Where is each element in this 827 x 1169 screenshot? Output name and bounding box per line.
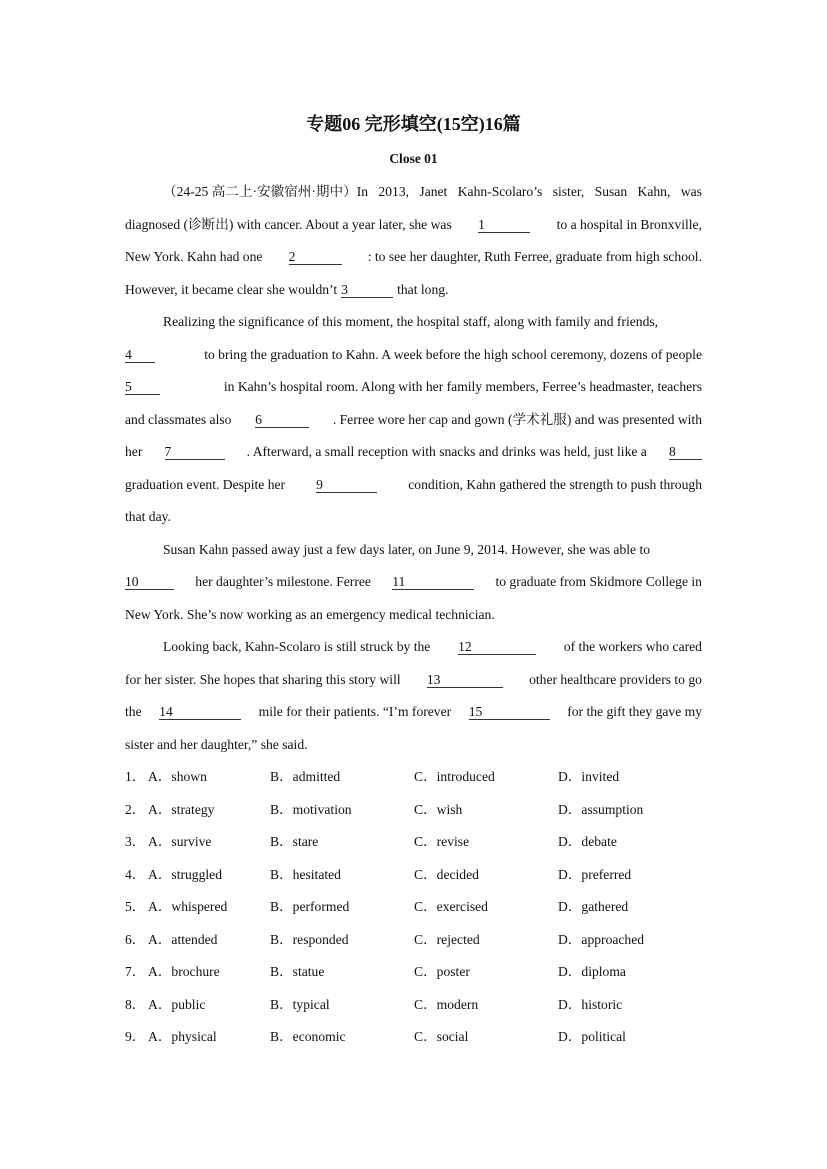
option-b: B．economic	[270, 1029, 346, 1044]
passage-text: was	[680, 184, 702, 199]
option-b: B．responded	[270, 931, 349, 947]
question-number: 7．	[125, 964, 146, 979]
passage-line	[125, 668, 702, 701]
option-d: D．assumption	[558, 801, 644, 817]
passage-text: in Kahn’s hospital room. Along with her family members, Ferree’s headmaster, teachers	[223, 379, 702, 394]
passage-text: 2013,	[378, 184, 410, 199]
option-a: A．brochure	[148, 964, 220, 979]
option-d: D．gathered	[558, 899, 629, 914]
option-a: A．public	[148, 996, 206, 1012]
option-a: A．whispered	[148, 899, 228, 914]
option-row	[125, 993, 702, 1026]
option-d: D．historic	[558, 996, 623, 1012]
passage-line	[125, 505, 702, 538]
blank-6: 6	[255, 412, 309, 428]
passage-line	[125, 310, 702, 343]
passage-line	[125, 343, 702, 376]
option-c: C．rejected	[414, 931, 480, 947]
question-number: 1．	[125, 769, 146, 784]
option-row	[125, 830, 702, 863]
option-b: B．statue	[270, 964, 325, 979]
option-d: D．preferred	[558, 866, 632, 882]
option-a: A．physical	[148, 1029, 217, 1044]
passage-text: Realizing the significance of this moment, the hospital staff, along with family and friends,	[163, 314, 659, 329]
option-c: C．modern	[414, 996, 479, 1012]
passage-text: Janet	[419, 184, 448, 199]
option-a: A．attended	[148, 931, 218, 947]
passage-line	[125, 538, 702, 571]
passage-text: to graduate from Skidmore College in	[495, 574, 702, 589]
passage-line	[125, 213, 702, 246]
passage-text: . Afterward, a small reception with snacks and drinks was held, just like a	[246, 444, 647, 459]
passage-text: However, it became clear she wouldn’t	[125, 281, 338, 297]
option-b: B．admitted	[270, 769, 341, 784]
blank-13: 13	[427, 672, 503, 688]
option-b: B．motivation	[270, 801, 352, 817]
passage-text: Kahn,	[637, 184, 671, 199]
passage-text: of the workers who cared	[563, 639, 702, 654]
option-row	[125, 765, 702, 798]
passage-text: （24-25 高二上·安徽宿州·期中）In	[163, 184, 369, 199]
passage-text: . Ferree wore her cap and gown (学术礼服) and was presented with	[332, 411, 702, 427]
passage-subtitle: Close 01	[389, 151, 438, 166]
option-b: B．typical	[270, 996, 330, 1012]
option-d: D．invited	[558, 769, 620, 784]
passage-text: that day.	[125, 509, 171, 524]
option-row	[125, 798, 702, 831]
option-a: A．survive	[148, 834, 212, 849]
blank-7: 7	[165, 444, 225, 460]
passage-line	[125, 700, 702, 733]
blank-11: 11	[392, 574, 474, 590]
blank-15: 15	[469, 704, 550, 720]
passage-text: Susan	[594, 184, 628, 199]
passage-line	[125, 635, 702, 668]
passage-text: New York. She’s now working as an emergency medical technician.	[125, 606, 495, 622]
passage-text: that long.	[397, 281, 449, 297]
passage-text: sister,	[552, 184, 585, 199]
blank-12: 12	[458, 639, 536, 655]
option-d: D．approached	[558, 931, 645, 947]
passage-text: for the gift they gave my	[567, 704, 702, 719]
passage-text: New York. Kahn had one	[125, 249, 263, 264]
passage-text: Susan Kahn passed away just a few days later, on June 9, 2014. However, she was able to	[163, 541, 651, 557]
option-b: B．performed	[270, 899, 350, 914]
passage-body	[125, 180, 702, 1058]
option-b: B．hesitated	[270, 866, 341, 882]
option-d: D．diploma	[558, 964, 626, 979]
passage-text: Looking back, Kahn-Scolaro is still struck by the	[163, 639, 431, 654]
passage-line	[125, 245, 702, 278]
question-number: 6．	[125, 931, 146, 947]
passage-text: to a hospital in Bronxville,	[556, 216, 702, 232]
passage-text: to bring the graduation to Kahn. A week before the high school ceremony, dozens of people	[204, 346, 702, 362]
option-d: D．political	[558, 1029, 626, 1044]
question-number: 2．	[125, 801, 146, 817]
option-row	[125, 863, 702, 896]
passage-text: and classmates also	[125, 411, 232, 427]
option-c: C．social	[414, 1029, 469, 1044]
passage-text: the	[125, 704, 142, 719]
passage-line	[125, 440, 702, 473]
passage-line	[125, 375, 702, 408]
options-list	[125, 765, 702, 1058]
option-row	[125, 960, 702, 993]
option-d: D．debate	[558, 834, 617, 849]
blank-3: 3	[341, 282, 393, 298]
option-a: A．struggled	[148, 866, 223, 882]
passage-text: her daughter’s milestone. Ferree	[195, 574, 371, 589]
question-number: 8．	[125, 996, 146, 1012]
blank-1: 1	[478, 217, 530, 233]
option-c: C．poster	[414, 964, 470, 979]
passage-text: her	[125, 444, 143, 459]
option-row	[125, 928, 702, 961]
passage-text: sister and her daughter,” she said.	[125, 736, 308, 752]
option-b: B．stare	[270, 834, 319, 849]
option-row	[125, 1025, 702, 1058]
blank-14: 14	[159, 704, 241, 720]
passage-text: for her sister. She hopes that sharing this story will	[125, 671, 401, 687]
question-number: 9．	[125, 1029, 146, 1044]
passage-text: other healthcare providers to go	[529, 671, 702, 687]
option-c: C．revise	[414, 834, 470, 849]
passage-text: mile for their patients. “I’m forever	[258, 704, 452, 719]
passage-line	[125, 733, 702, 766]
passage-text: condition, Kahn gathered the strength to push through	[408, 476, 702, 492]
blank-9: 9	[316, 477, 377, 493]
passage-line	[125, 570, 702, 603]
question-number: 4．	[125, 866, 146, 882]
passage-line	[125, 408, 702, 441]
question-number: 5．	[125, 899, 146, 914]
option-c: C．exercised	[414, 899, 488, 914]
passage-line	[125, 473, 702, 506]
blank-2: 2	[289, 249, 342, 265]
passage-line	[125, 603, 702, 636]
blank-10: 10	[125, 574, 174, 590]
option-c: C．introduced	[414, 769, 495, 784]
option-c: C．wish	[414, 801, 463, 817]
blank-4: 4	[125, 347, 155, 363]
option-c: C．decided	[414, 866, 479, 882]
question-number: 3．	[125, 834, 146, 849]
passage-text: Kahn-Scolaro’s	[457, 184, 543, 199]
passage-text: : to see her daughter, Ruth Ferree, graduate from high school.	[367, 249, 702, 264]
passage-text: graduation event. Despite her	[125, 476, 286, 492]
blank-8: 8	[669, 444, 702, 460]
option-row	[125, 895, 702, 928]
option-a: A．shown	[148, 769, 207, 784]
document-title: 专题06 完形填空(15空)16篇	[306, 114, 521, 134]
blank-5: 5	[125, 379, 160, 395]
option-a: A．strategy	[148, 801, 215, 817]
passage-line	[125, 180, 702, 213]
passage-line	[125, 278, 702, 311]
passage-text: diagnosed (诊断出) with cancer. About a year later, she was	[125, 216, 452, 232]
